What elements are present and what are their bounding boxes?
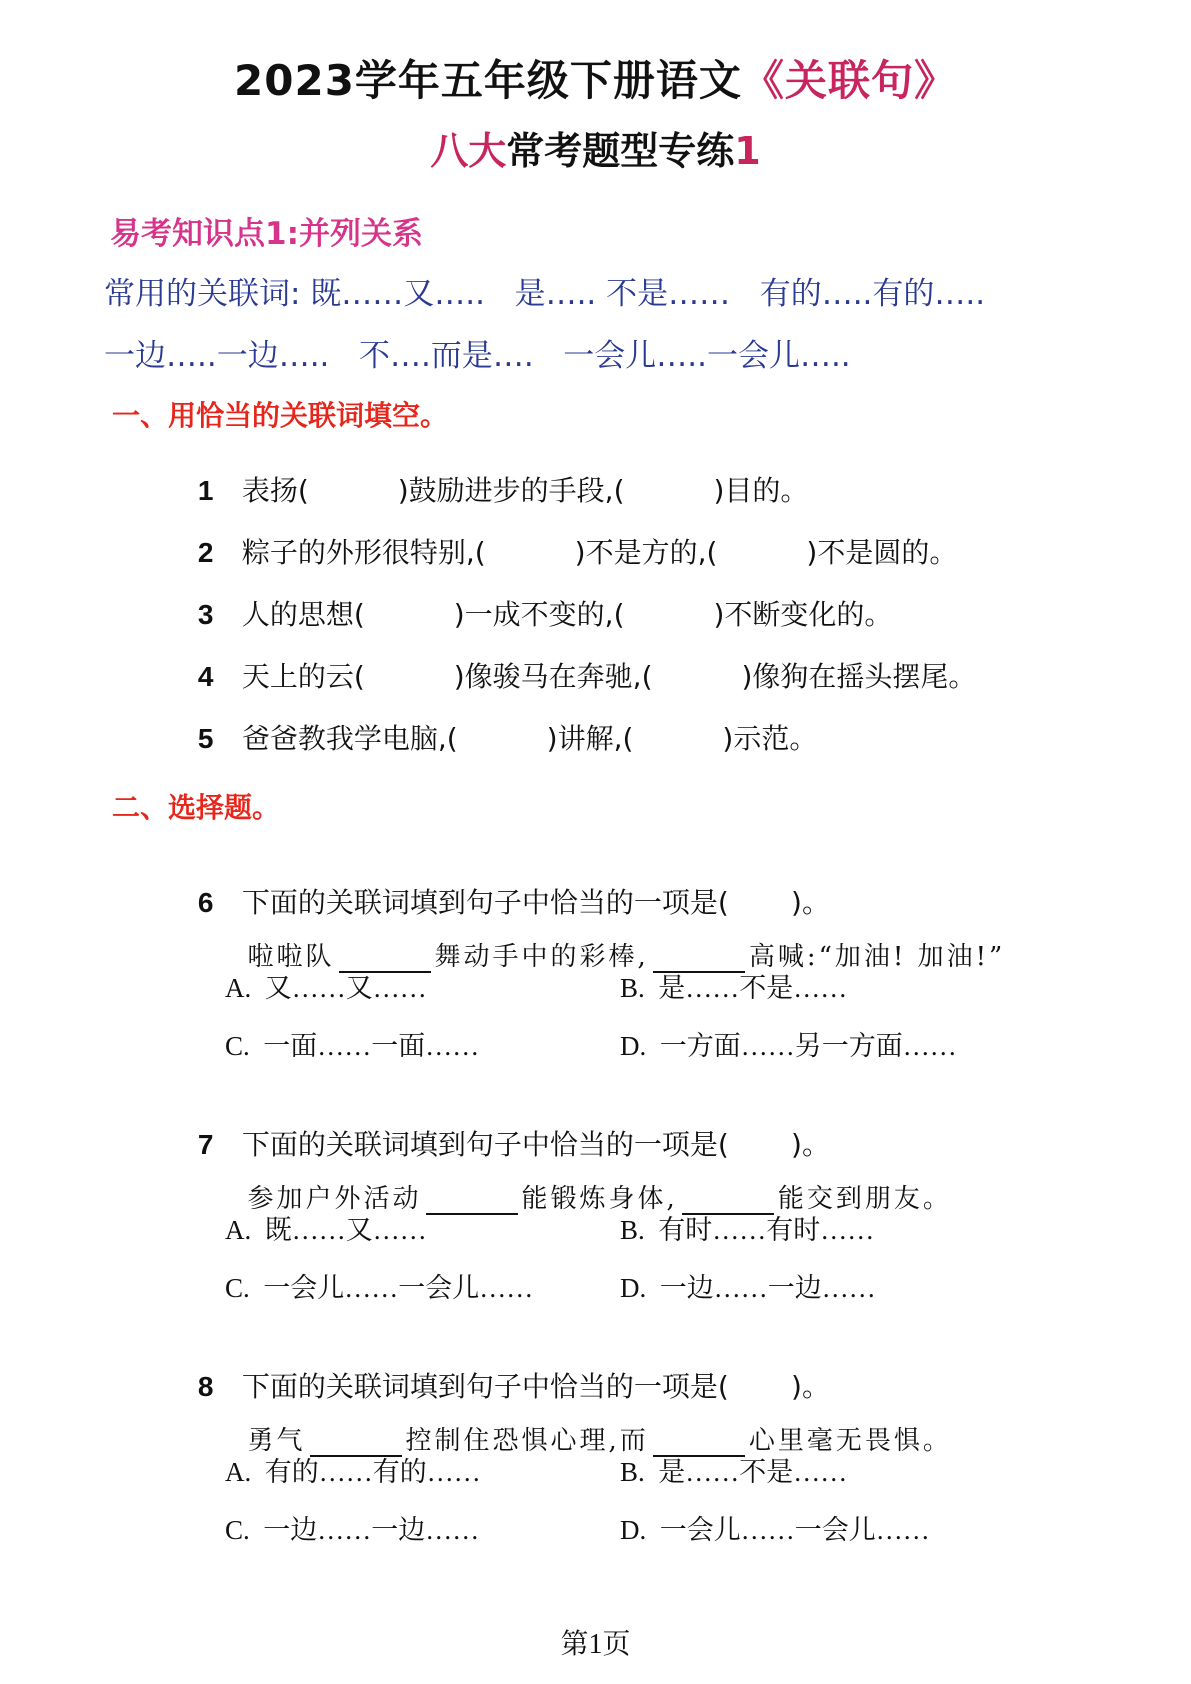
sentence-part: 高喊:“加油! 加油!” [748, 942, 1006, 972]
option-8c: C. 一边……一边…… [225, 1515, 480, 1545]
question-8-sentence [225, 1390, 952, 1457]
sentence-part: 舞动手中的彩棒, [434, 942, 649, 972]
sentence-part: 勇气 [247, 1426, 306, 1456]
option-8b: B. 是……不是…… [620, 1457, 848, 1487]
question-prompt: 下面的关联词填到句子中恰当的一项是( )。 [241, 1128, 830, 1161]
title-main: 2023学年五年级下册语文 [234, 56, 742, 105]
question-number: 4 [197, 661, 214, 692]
section-1-heading: 一、用恰当的关联词填空。 [112, 399, 449, 432]
question-number: 3 [197, 599, 214, 630]
question-number: 5 [197, 723, 214, 754]
option-6c: C. 一面……一面…… [225, 1031, 480, 1061]
keywords-line-1: 常用的关联词: 既……又….. 是….. 不是…… 有的…..有的….. [104, 276, 986, 312]
question-number: 6 [197, 887, 214, 918]
question-number: 7 [197, 1129, 214, 1160]
question-number: 1 [197, 475, 214, 506]
question-number: 8 [197, 1371, 214, 1402]
option-7a: A. 既……又…… [225, 1215, 427, 1245]
question-text: 人的思想( )一成不变的,( )不断变化的。 [241, 598, 893, 631]
question-7-sentence [225, 1148, 952, 1215]
option-8d: D. 一会儿……一会儿…… [620, 1515, 930, 1545]
question-text: 表扬( )鼓励进步的手段,( )目的。 [241, 474, 809, 507]
option-6b: B. 是……不是…… [620, 973, 848, 1003]
subtitle-main: 常考题型专练 [506, 129, 735, 173]
option-8a: A. 有的……有的…… [225, 1457, 481, 1487]
option-6a: A. 又……又…… [225, 973, 427, 1003]
sentence-part: 能锻炼身体, [521, 1184, 678, 1214]
keywords-line-2: 一边…..一边….. 不….而是…. 一会儿…..一会儿….. [104, 338, 851, 374]
document-title [0, 48, 1191, 108]
sentence-part: 心里毫无畏惧。 [748, 1426, 952, 1456]
subtitle-number: 1 [734, 129, 761, 173]
option-7c: C. 一会儿……一会儿…… [225, 1273, 534, 1303]
answer-blank [426, 1185, 518, 1215]
section-2-heading: 二、选择题。 [112, 791, 281, 824]
document-subtitle [0, 120, 1191, 175]
question-prompt: 下面的关联词填到句子中恰当的一项是( )。 [241, 1370, 830, 1403]
sentence-part: 参加户外活动 [247, 1184, 422, 1214]
title-accent: 《关联句》 [741, 56, 957, 105]
knowledge-point-title: 易考知识点1:并列关系 [110, 216, 423, 252]
question-prompt: 下面的关联词填到句子中恰当的一项是( )。 [241, 886, 830, 919]
page-number: 第1页 [560, 1629, 631, 1660]
question-text: 天上的云( )像骏马在奔驰,( )像狗在摇头摆尾。 [241, 660, 977, 693]
sentence-part: 啦啦队 [247, 942, 335, 972]
fill-question-5 [180, 684, 817, 757]
sentence-part: 控制住恐惧心理,而 [405, 1426, 649, 1456]
sentence-part: 能交到朋友。 [777, 1184, 952, 1214]
option-6d: D. 一方面……另一方面…… [620, 1031, 957, 1061]
option-7d: D. 一边……一边…… [620, 1273, 876, 1303]
option-7b: B. 有时……有时…… [620, 1215, 875, 1245]
question-text: 爸爸教我学电脑,( )讲解,( )示范。 [241, 722, 818, 755]
question-number: 2 [197, 537, 214, 568]
subtitle-accent: 八大 [430, 129, 507, 173]
question-6-sentence [225, 906, 1005, 973]
question-text: 粽子的外形很特别,( )不是方的,( )不是圆的。 [241, 536, 958, 569]
